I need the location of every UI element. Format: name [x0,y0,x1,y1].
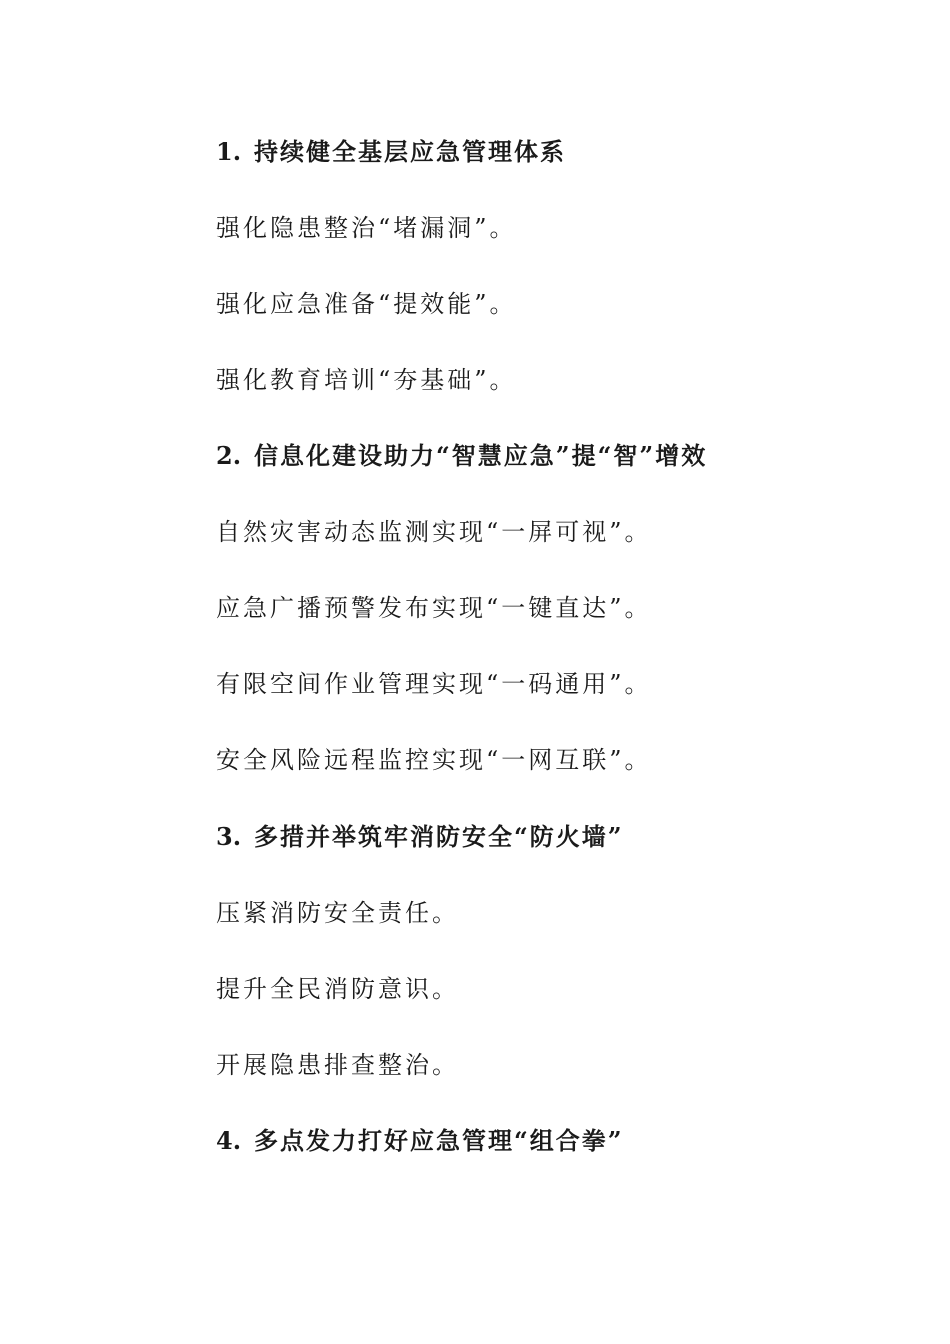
section-title: 多措并举筑牢消防安全“防火墙” [254,822,624,851]
paragraph: 自然灾害动态监测实现“一屏可视”。 [216,518,652,546]
paragraph: 有限空间作业管理实现“一码通用”。 [216,670,652,698]
paragraph: 开展隐患排查整治。 [216,1051,459,1079]
section-number: 1. [216,137,242,166]
paragraph: 强化教育培训“夯基础”。 [216,366,517,394]
paragraph: 强化应急准备“提效能”。 [216,290,517,318]
section-heading-2 [216,440,707,472]
paragraph: 压紧消防安全责任。 [216,899,459,927]
section-number: 2. [216,441,242,470]
paragraph: 安全风险远程监控实现“一网互联”。 [216,746,652,774]
section-title: 信息化建设助力“智慧应急”提“智”增效 [254,441,708,470]
paragraph: 强化隐患整治“堵漏洞”。 [216,214,517,242]
paragraph: 应急广播预警发布实现“一键直达”。 [216,594,652,622]
section-heading-4 [216,1125,624,1157]
paragraph: 提升全民消防意识。 [216,975,459,1003]
section-title: 多点发力打好应急管理“组合拳” [254,1126,624,1155]
section-heading-3 [216,821,624,853]
section-heading-1 [216,136,566,168]
section-title: 持续健全基层应急管理体系 [254,137,566,166]
section-number: 4. [216,1126,242,1155]
section-number: 3. [216,822,242,851]
